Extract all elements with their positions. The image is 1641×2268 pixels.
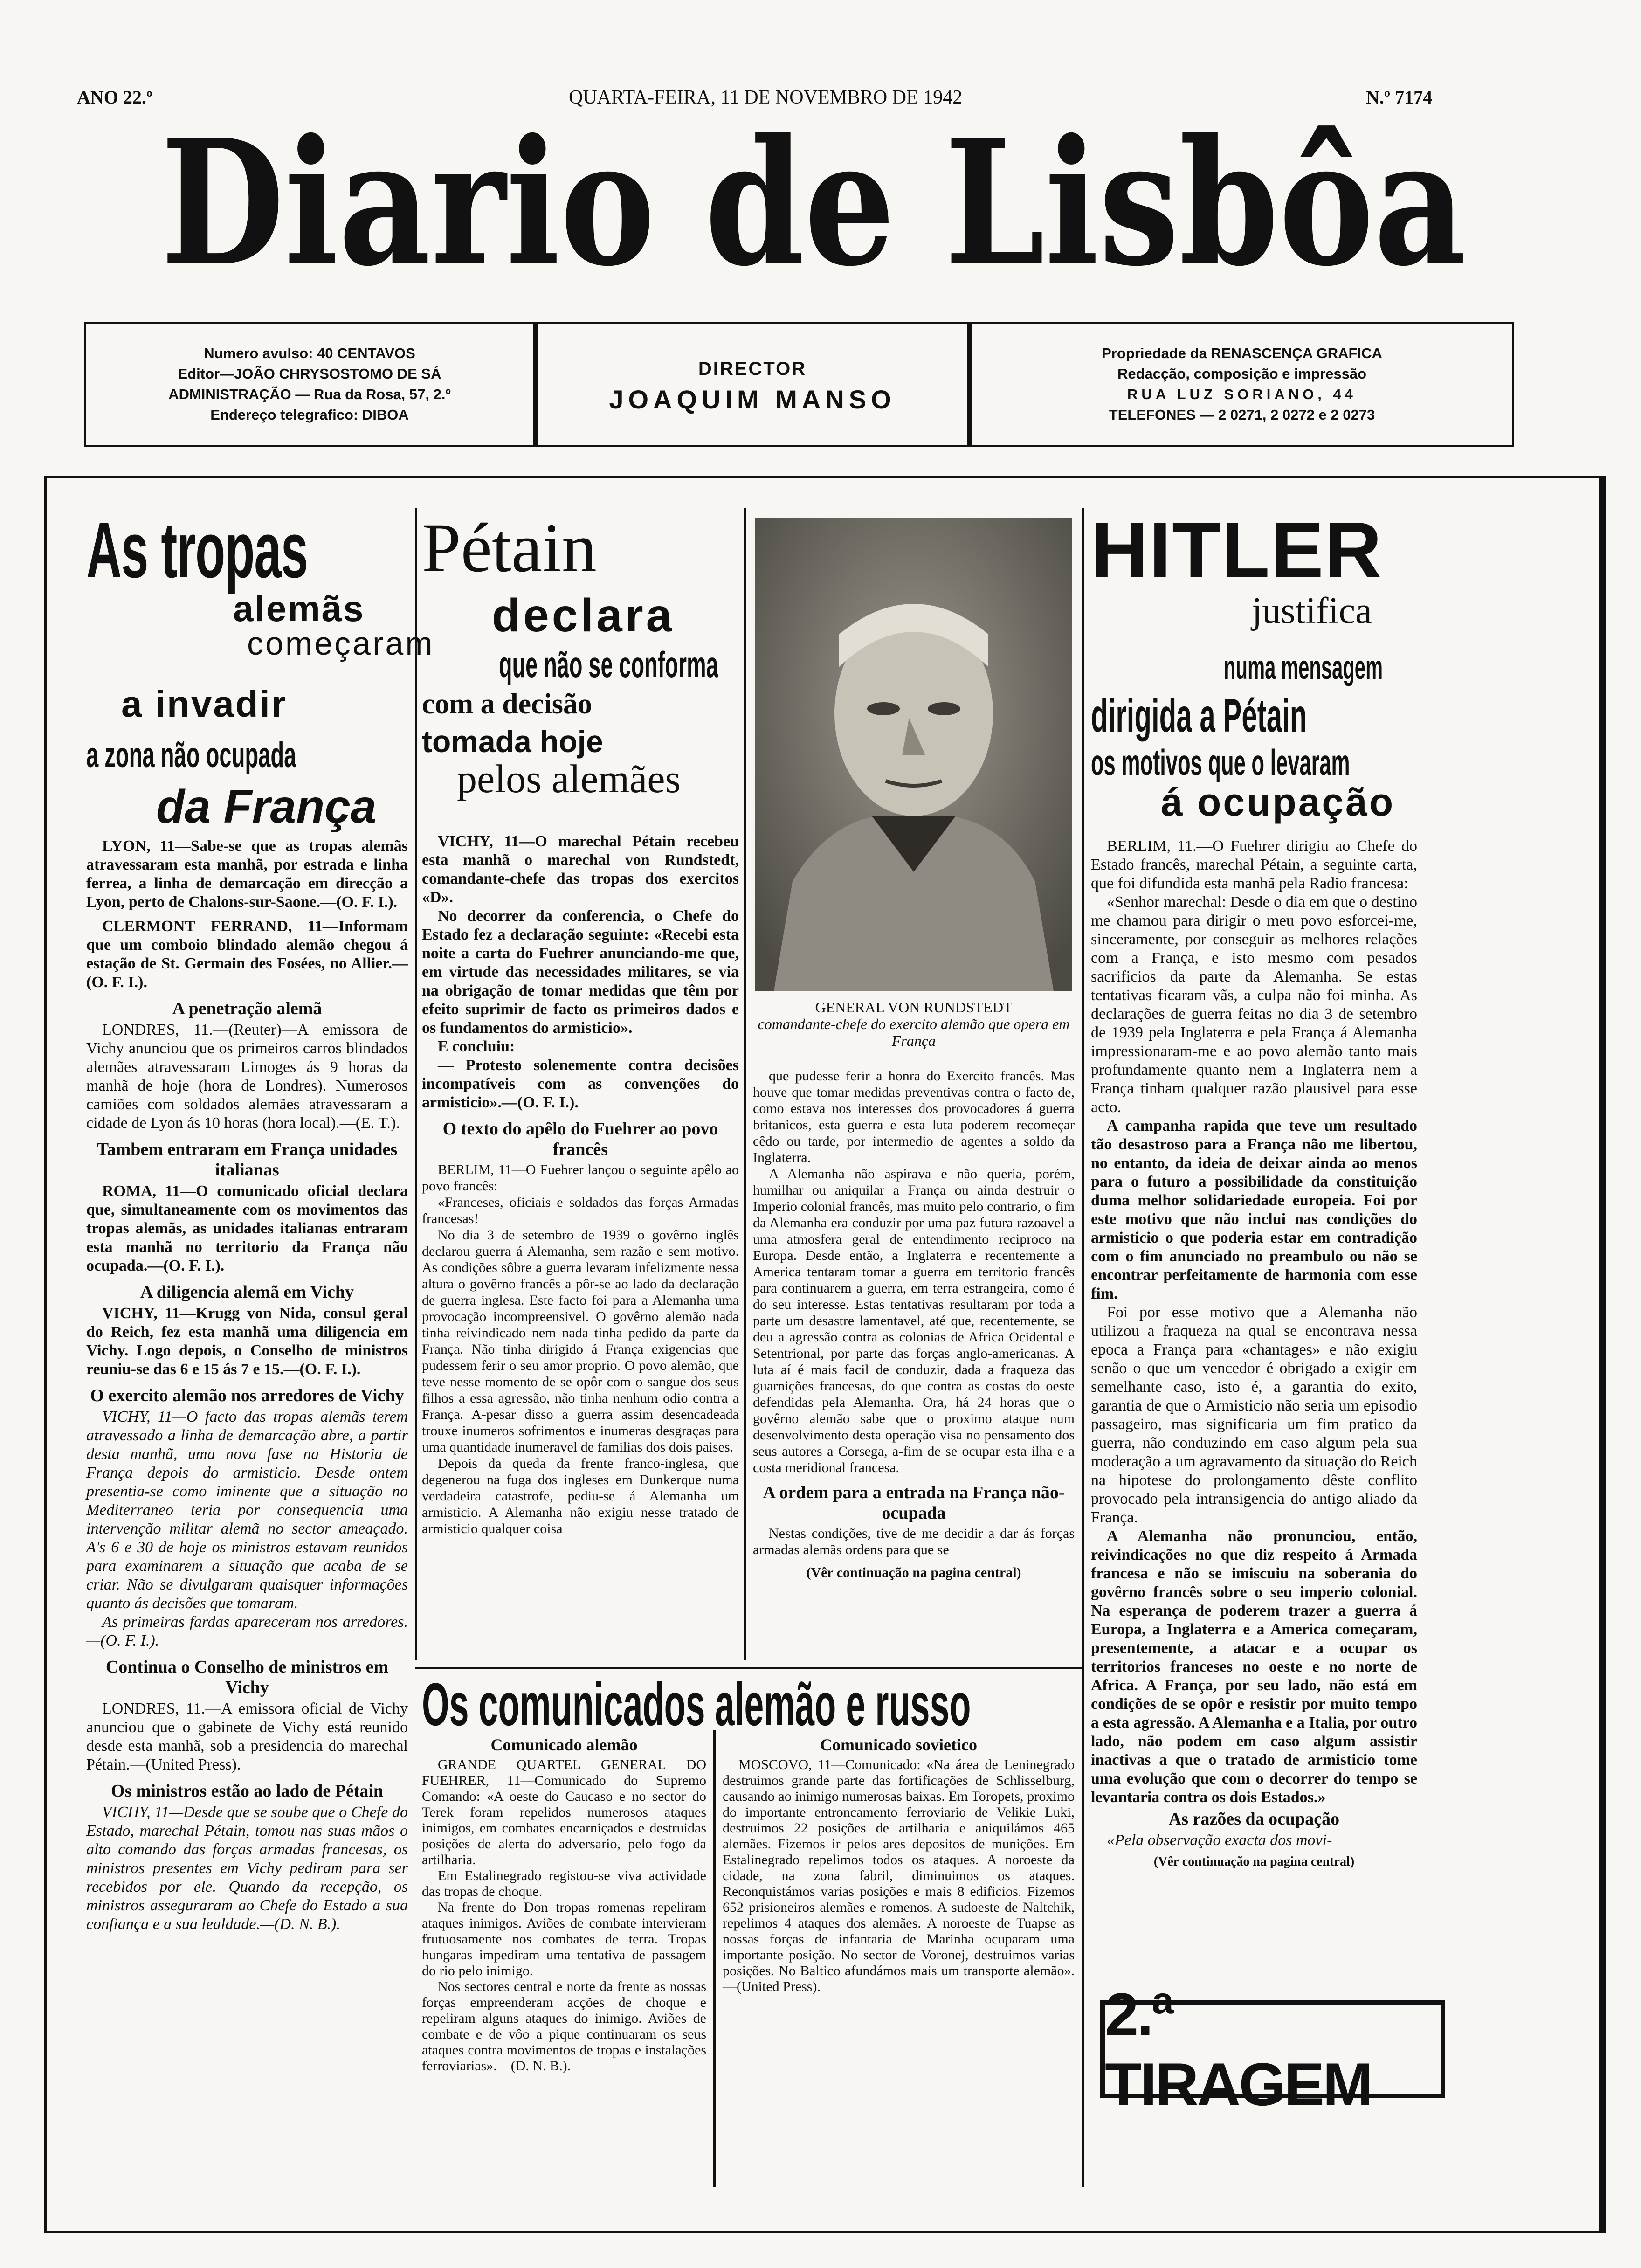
paragraph: «Senhor marechal: Desde o dia em que o destino me chamou para dirigir o meu povo esforcei-me, sinceramente, por conseguir as melhores relações com a França, e isto mesmo com pesados sacrificios da parte da Alemanha. Se estas tentativas ficaram vãs, a culpa não foi minha. As declarações de guerra feitas no dia 3 de setembro de 1939 pela Inglaterra e pela França á Alemanha impressionaram-me e ao povo alemão tanto mais profundamente quanto nem a Inglaterra nem a França tinham qualquer razão plausivel para esse acto. [1091,893,1417,1116]
headline-line: a invadir [121,683,288,725]
paragraph: A campanha rapida que teve um resultado tão desastroso para a França não me libertou, no entanto, da ideia de deixar ainda ao menos para o futuro a possibilidade da constituição duma melhor solidariedade europeia. Foi por este motivo que não inclui nas condições do armisticio o que poderia estar em contradição com o fim anunciado no preambulo ou não se encontrar perfeitamente de harmonia com esse fim. [1091,1117,1417,1302]
info-box [84,322,1514,447]
subhead: O texto do apêlo do Fuehrer ao povo francês [442,1119,718,1159]
continuation-note: (Vêr continuação na pagina central) [806,1565,1021,1580]
paragraph: BERLIM, 11—O Fuehrer lançou o seguinte apêlo ao povo francês: [422,1162,739,1194]
photo-rundstedt [755,518,1072,1049]
info-administration: ADMINISTRAÇÃO — Rua da Rosa, 57, 2.º [168,386,451,402]
headline-line: HITLER [1091,506,1383,595]
article-comunicado-sovietico [723,1735,1075,1995]
issue-number: N.º 7174 [1366,87,1433,108]
paragraph: GRANDE QUARTEL GENERAL DO FUEHRER, 11—Comunicado do Supremo Comando: «A oeste do Caucaso e no sector do Terek foram repelidos numerosos ataques inimigos, em combates encarniçados e destruidas posições de alerta do adversario, pelo fogo da artilharia. [422,1757,706,1867]
subhead: A diligencia alemã em Vichy [140,1282,354,1302]
paragraph: CLERMONT FERRAND, 11—Informam que um comboio blindado alemão chegou á estação de St. Germain des Fosées, no Allier.—(O. F. I.). [86,918,408,991]
paragraph: LYON, 11—Sabe-se que as tropas alemãs atravessaram esta manhã, por estrada e linha ferrea, a linha de demarcação em direcção a Lyon, perto de Chalons-sur-Saone.—(O. F. I.). [86,837,408,911]
headline-line: Pétain [422,509,597,587]
article-comunicado-alemao [422,1735,706,2074]
paragraph: MOSCOVO, 11—Comunicado: «Na área de Leninegrado destruimos grande parte das fortificações de Schlisselburg, causando ao inimigo numerosas baixas. Em Toropets, proximo do importante entroncamento ferroviario de Velikie Luki, destruimos 22 posições de artilharia e aniquilámos 465 alemães. Fizemos ir pelos ares depositos de munições. Em Estalinegrado repelimos todos os ataques. A noroeste da cidade, na zona fabril, diminuimos os ataques. Reconquistámos varias posições e mais 8 edificios. Fizemos 652 prisioneiros alemães e romenos. A sudoeste de Naltchik, repelimos 4 ataques dos alemães. A noroeste de Tuapse as nossas forças de infantaria de Marinha ocuparam uma importante posição. No sector de Voronej, destruimos varias posições. No Baltico afundámos mais um transporte alemão».—(United Press). [723,1757,1075,1994]
masthead-logo [154,102,1473,304]
column-rule [744,508,746,1660]
info-price: Numero avulso: 40 CENTAVOS [204,345,415,361]
paragraph: ROMA, 11—O comunicado oficial declara que, simultaneamente com os movimentos das tropas alemãs, as unidades italianas entraram esta manhã no territorio da França não ocupada.—(O. F. I.). [86,1182,408,1274]
issue-date: QUARTA-FEIRA, 11 DE NOVEMBRO DE 1942 [569,87,963,108]
headline-line: tomada hoje [422,724,603,759]
headline-line: Os comunicados alemão e russo [422,1670,971,1738]
headline-line: com a decisão [422,688,593,720]
subhead: A ordem para a entrada na França não-ocupada [763,1483,1065,1523]
paragraph: Foi por esse motivo que a Alemanha não utilizou a fraqueza na qual se encontrava nessa epoca a França para «chantages» e não exigiu senão o que um vencedor é obrigado a exigir em semelhante caso, isto é, a garantia do exito, garantia de que o Armisticio não seria um episodio passageiro, mas significaria um fim pratico da guerra, não conduzindo em caso algum pela sua moderação a um agravamento da situação do Reich na hipotese do prolongamento dêste conflito provocado pela intransigencia do antigo aliado da França. [1091,1304,1417,1526]
edition-badge [1100,1980,1445,2118]
paragraph: A Alemanha não aspirava e não queria, porém, humilhar ou aniquilar a França ou ainda destruir o Imperio colonial francês, mas muito pelo contrario, o fim da Alemanha era conduzir por uma paz futura razoavel a uma atmosfera geral de entendimento reciproco na Europa. Desde então, a Inglaterra e recentemente a America tentaram tomar a guerra em territorio francês para continuarem a guerra, em terra estrangeira, como é do seu interesse. Estas tentativas resultaram por toda a parte um desastre lamentavel, até que, recentemente, se deu a agressão contra as colonias de Africa Ocidental e Setentrional, por parte das forças anglo-americanas. A luta aí é mais facil de conduzir, dada a fraqueza das guarnições francesas, do que contra as costas do oeste defendidas pela Alemanha. Ora, há 24 horas que o govêrno alemão sabe que o proximo ataque num desenvolvimento desta operação visa no pensamento dos seus autores a Corsega, a-fim de se ocupar esta ilha e a costa meridional francesa. [753,1166,1075,1475]
paragraph: A Alemanha não pronunciou, então, reivindicações no que diz respeito á Armada francesa e não se imiscuiu na soberania do govêrno francês sobre o seu imperio colonial. Na esperança de poderem trazer a guerra á Europa, a Inglaterra e a America começaram, presentemente, a atacar e a ocupar os territorios franceses no oeste e no norte de Africa. A França, por seu lado, não está em condições de se opôr e resistir por muito tempo a esta agressão. A Alemanha e a Italia, por outro lado, não podem em caso algum assistir inactivas a que o tratado de armisticio tome uma evolução que com o decorrer do tempo se levantaria contra os dois Estados.» [1091,1528,1417,1806]
headline-line: da França [156,781,377,833]
headline-petain [422,511,739,837]
portrait-image [755,518,1072,991]
headline-line: alemãs [233,588,365,629]
article-petain-declara [422,509,739,1536]
paragraph: «Pela observação exacta dos movi- [1107,1832,1332,1849]
paragraph: E concluiu: [438,1038,515,1055]
paragraph: — Protesto solenemente contra decisões incompatíveis com as convenções do armisticio».—(O. F. I.). [422,1057,739,1111]
headline-line: As tropas [86,506,308,595]
paragraph: VICHY, 11—Desde que se soube que o Chefe do Estado, marechal Pétain, tomou nas suas mãos o alto comando das forças armadas francesas, os ministros presentes em Vichy pediram para ser recebidos por ele. Quando da recepção, os ministros asseguraram ao Chefe do Estado a sua confiança e a sua lealdade.—(D. N. B.). [86,1804,408,1933]
headline-line: que não se conforma [499,644,718,685]
info-printing: Redacção, composição e impressão [1117,366,1367,382]
masthead [154,102,1473,304]
subhead: Comunicado sovietico [820,1736,977,1754]
paragraph: BERLIM, 11.—O Fuehrer dirigiu ao Chefe do Estado francês, marechal Pétain, a seguinte carta, que foi difundida esta manhã pela Radio francesa: [1091,837,1417,892]
article-tropas-alemas [86,506,434,1933]
paragraph: que pudesse ferir a honra do Exercito francês. Mas houve que tomar medidas preventivas contra o facto de, como estava nos interesses dos provocadores á guerra britanicos, esta guerra e esta luta poderem recomeçar cêdo ou tarde, por intermedio de agentes a soldo da Inglaterra. [753,1068,1075,1165]
paragraph: Nestas condições, tive de me decidir a dar ás forças armadas alemãs ordens para que se [753,1526,1075,1557]
edition-label: 2.ª TIRAGEM [1105,1980,1372,2118]
column-rule [1082,508,1084,2187]
issue-year: ANO 22.º [77,87,153,108]
subhead: Os ministros estão ao lado de Pétain [110,1781,384,1801]
info-right [972,324,1512,445]
subhead: O exercito alemão nos arredores de Vichy [90,1386,404,1405]
paragraph: Em Estalinegrado registou-se viva actividade das tropas de choque. [422,1868,706,1899]
paragraph: Na frente do Don tropas romenas repeliram ataques inimigos. Aviões de combate intervieram frutuosamente nos combates de terra. Tropas hungaras impediram uma tentativa de passagem do rio pelo inimigo. [422,1900,706,1978]
info-phones: TELEFONES — 2 0271, 2 0272 e 2 0273 [1109,407,1375,423]
paragraph: VICHY, 11—O marechal Pétain recebeu esta manhã o marechal von Rundstedt, comandante-chefe das tropas dos exercitos «D». [422,833,739,906]
headline-line: á ocupação [1161,780,1395,824]
paragraph: LONDRES, 11.—A emissora oficial de Vichy anunciou que o gabinete de Vichy está reunido desde esta manhã, sob a presidencia do marechal Pétain.—(United Press). [86,1700,408,1773]
headline-line: dirigida a Pétain [1091,690,1307,742]
info-address: RUA LUZ SORIANO, 44 [1127,386,1357,402]
subhead: Continua o Conselho de ministros em Vichy [105,1657,389,1697]
subhead: Comunicado alemão [490,1736,638,1754]
paragraph: As primeiras fardas apareceram nos arredores.—(O. F. I.). [86,1613,408,1649]
column-rule [415,508,417,1660]
paragraph: No decorrer da conferencia, o Chefe do Estado fez a declaração seguinte: «Recebi esta noite a carta do Fuehrer anunciando-me que, em virtude das necessidades militares, se via na obrigação de tomar medidas que têm por efeito suprimir de facto os primeiros dados e os fundamentos do armisticio». [422,907,739,1037]
headline-comunicados [422,1670,1079,1738]
paragraph: No dia 3 de setembro de 1939 o govêrno inglês declarou guerra á Alemanha, sem razão e sem motivo. As condições sôbre a guerra levaram infelizmente nessa altura o govêrno francês a pôr-se ao lado da declaração de guerra inglesa. Este facto foi para a Alemanha uma provocação incompreensivel. O govêrno alemão nada tinha reivindicado nem nada tinha pedido da parte da França. Não tinha dirigido á França exigencias que pudessem ferir o seu amor proprio. O povo alemão, que teve nesse momento de se opôr com o sangue dos seus filhos a essa agressão, não tinha nenhum odio contra a França. A-pesar disso a guerra assim desencadeada trouxe inumeros sofrimentos e inumeras desgraças para uma quantidade inumeravel de familias dos dois paises. [422,1227,739,1455]
horizontal-rule [415,1667,1084,1669]
info-director [538,324,972,445]
paragraph: Depois da queda da frente franco-inglesa, que degenerou na fuga dos ingleses em Dunkerque numa verdadeira catastrofe, pediu-se á Alemanha um armisticio. A Alemanha não exigiu nesse tratado de armisticio qualquer coisa [422,1456,739,1536]
subhead: As razões da ocupação [1168,1809,1340,1829]
paragraph: «Franceses, oficiais e soldados das forças Armadas francesas! [422,1195,739,1226]
paragraph: VICHY, 11—O facto das tropas alemãs terem atravessado a linha de demarcação abre, a partir desta manhã, uma nova fase na Historia de França depois do armisticio. Desde ontem presentia-se como iminente que a situação no Mediterraneo teria por consequencia uma intervenção militar alemã no sector ameaçado. A's 6 e 30 de hoje os ministros estavam reunidos para examinarem a situação que acaba de se criar. Não se divulgaram quaisquer informações quanto ás decisões que tomaram. [86,1408,408,1612]
paragraph: LONDRES, 11.—(Reuter)—A emissora de Vichy anunciou que os primeiros carros blindados alemães atravessaram Limoges ás 9 horas da manhã de hoje (hora de Londres). Numerosos camiões com soldados alemães atravessaram a cidade de Lyon ás 10 horas (hora local).—(E. T.). [86,1021,408,1132]
headline-hitler [1091,506,1417,837]
headline-line: justifica [1252,590,1372,631]
headline-line: a zona não ocupada [86,735,296,775]
article-hitler-justifica [1091,506,1417,1869]
director-label: DIRECTOR [698,359,807,379]
paragraph: VICHY, 11—Krugg von Nida, consul geral do Reich, fez esta manhã uma diligencia em Vichy. Logo depois, o Conselho de ministros reuniu-se das 6 e 15 ás 7 e 15.—(O. F. I.). [86,1305,408,1378]
photo-caption-name: GENERAL VON RUNDSTEDT [815,999,1013,1016]
headline-line: começaram [247,625,434,662]
info-editor: Editor—JOÃO CHRYSOSTOMO DE SÁ [178,366,441,382]
subhead: A penetração alemã [172,999,322,1018]
info-left [86,324,538,445]
info-owner: Propriedade da RENASCENÇA GRAFICA [1102,345,1382,361]
paragraph: Nos sectores central e norte da frente as nossas forças empreenderam acções de choque e repeliram alguns ataques do inimigo. Aviões de combate e de vôo a pique continuaram os seus ataques contra movimentos de tropas e instalações ferroviarias».—(D. N. B.). [422,1979,706,2074]
info-telegraph: Endereço telegrafico: DIBOA [210,407,409,423]
director-name: JOAQUIM MANSO [609,385,896,414]
column-rule [713,1730,716,2187]
article-apelo-continued [753,1068,1075,1581]
continuation-note: (Vêr continuação na pagina central) [1153,1854,1355,1869]
headline-line: numa mensagem [1224,649,1383,686]
headline-line: declara [492,589,675,642]
subhead: Tambem entraram em França unidades italianas [97,1140,398,1180]
headline-line: pelos alemães [457,756,681,801]
masthead-title: Diario de Lisbôa [161,102,1466,304]
photo-caption-text: comandante-chefe do exercito alemão que opera em França [758,1016,1070,1049]
headline-line: os motivos que o levaram [1091,742,1350,783]
